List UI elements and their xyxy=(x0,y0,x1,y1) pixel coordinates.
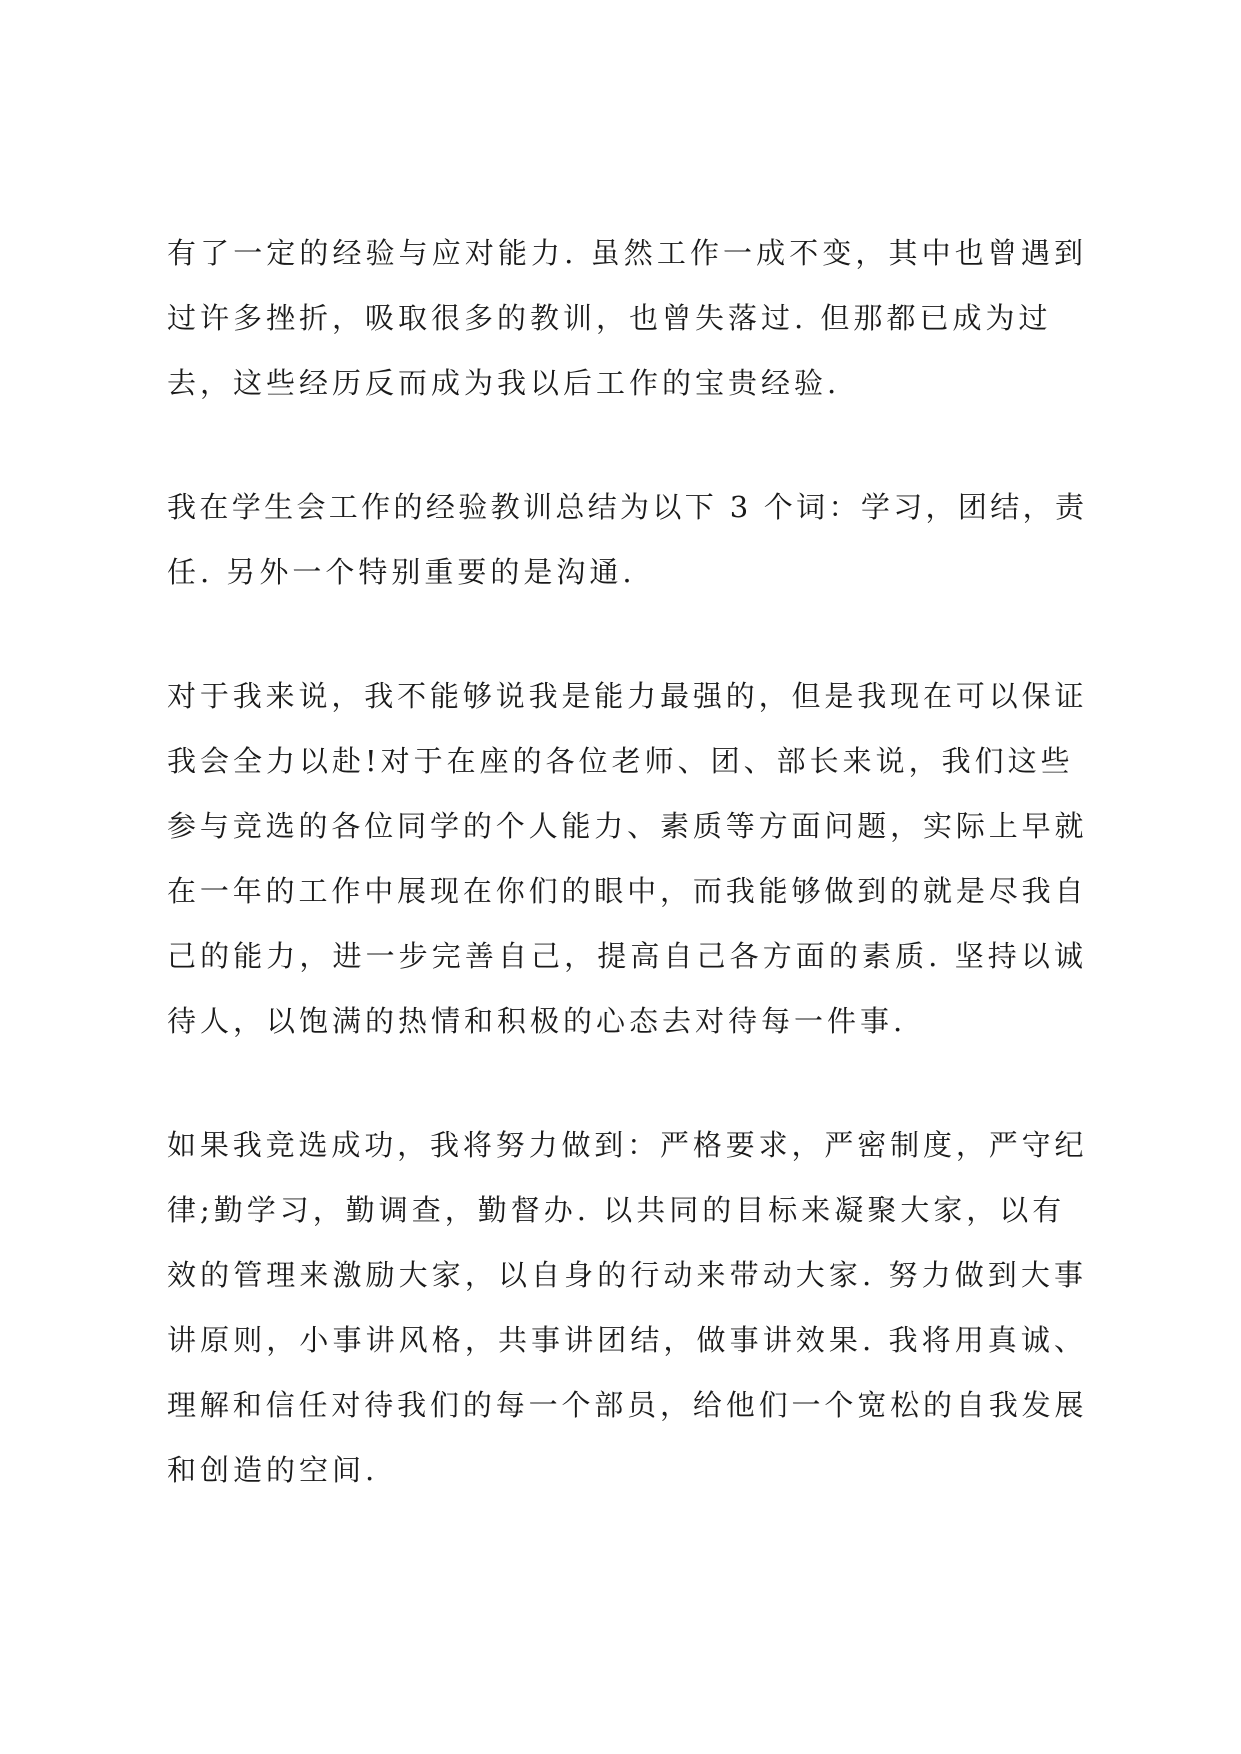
paragraph-line: 去，这些经历反而成为我以后工作的宝贵经验. xyxy=(167,366,841,400)
paragraph-line: 在一年的工作中展现在你们的眼中，而我能够做到的就是尽我自 xyxy=(167,874,1087,908)
paragraph-line: 我在学生会工作的经验教训总结为以下 3 个词：学习，团结，责 xyxy=(167,490,1087,524)
paragraph-goals xyxy=(167,1113,1087,1503)
paragraph-experience xyxy=(167,221,1087,416)
paragraph-line: 参与竞选的各位同学的个人能力、素质等方面问题，实际上早就 xyxy=(167,809,1087,843)
paragraph-line: 效的管理来激励大家，以自身的行动来带动大家. 努力做到大事 xyxy=(167,1258,1087,1292)
paragraph-line: 待人，以饱满的热情和积极的心态去对待每一件事. xyxy=(167,1004,907,1038)
paragraph-line: 过许多挫折，吸取很多的教训，也曾失落过. 但那都已成为过 xyxy=(167,301,1052,335)
paragraph-line: 对于我来说，我不能够说我是能力最强的，但是我现在可以保证 xyxy=(167,679,1087,713)
paragraph-line: 讲原则，小事讲风格，共事讲团结，做事讲效果. 我将用真诚、 xyxy=(167,1323,1087,1357)
paragraph-line: 和创造的空间. xyxy=(167,1453,379,1487)
paragraph-line: 我会全力以赴!对于在座的各位老师、团、部长来说，我们这些 xyxy=(167,744,1074,778)
paragraph-lessons xyxy=(167,475,1087,605)
paragraph-line: 有了一定的经验与应对能力. 虽然工作一成不变，其中也曾遇到 xyxy=(167,236,1087,270)
paragraph-line: 己的能力，进一步完善自己，提高自己各方面的素质. 坚持以诚 xyxy=(167,939,1087,973)
paragraph-commitment xyxy=(167,664,1087,1054)
paragraph-line: 理解和信任对待我们的每一个部员，给他们一个宽松的自我发展 xyxy=(167,1388,1087,1422)
paragraph-line: 律;勤学习，勤调查，勤督办. 以共同的目标来凝聚大家，以有 xyxy=(167,1193,1066,1227)
paragraph-line: 如果我竞选成功，我将努力做到：严格要求，严密制度，严守纪 xyxy=(167,1128,1087,1162)
paragraph-line: 任. 另外一个特别重要的是沟通. xyxy=(167,555,636,589)
